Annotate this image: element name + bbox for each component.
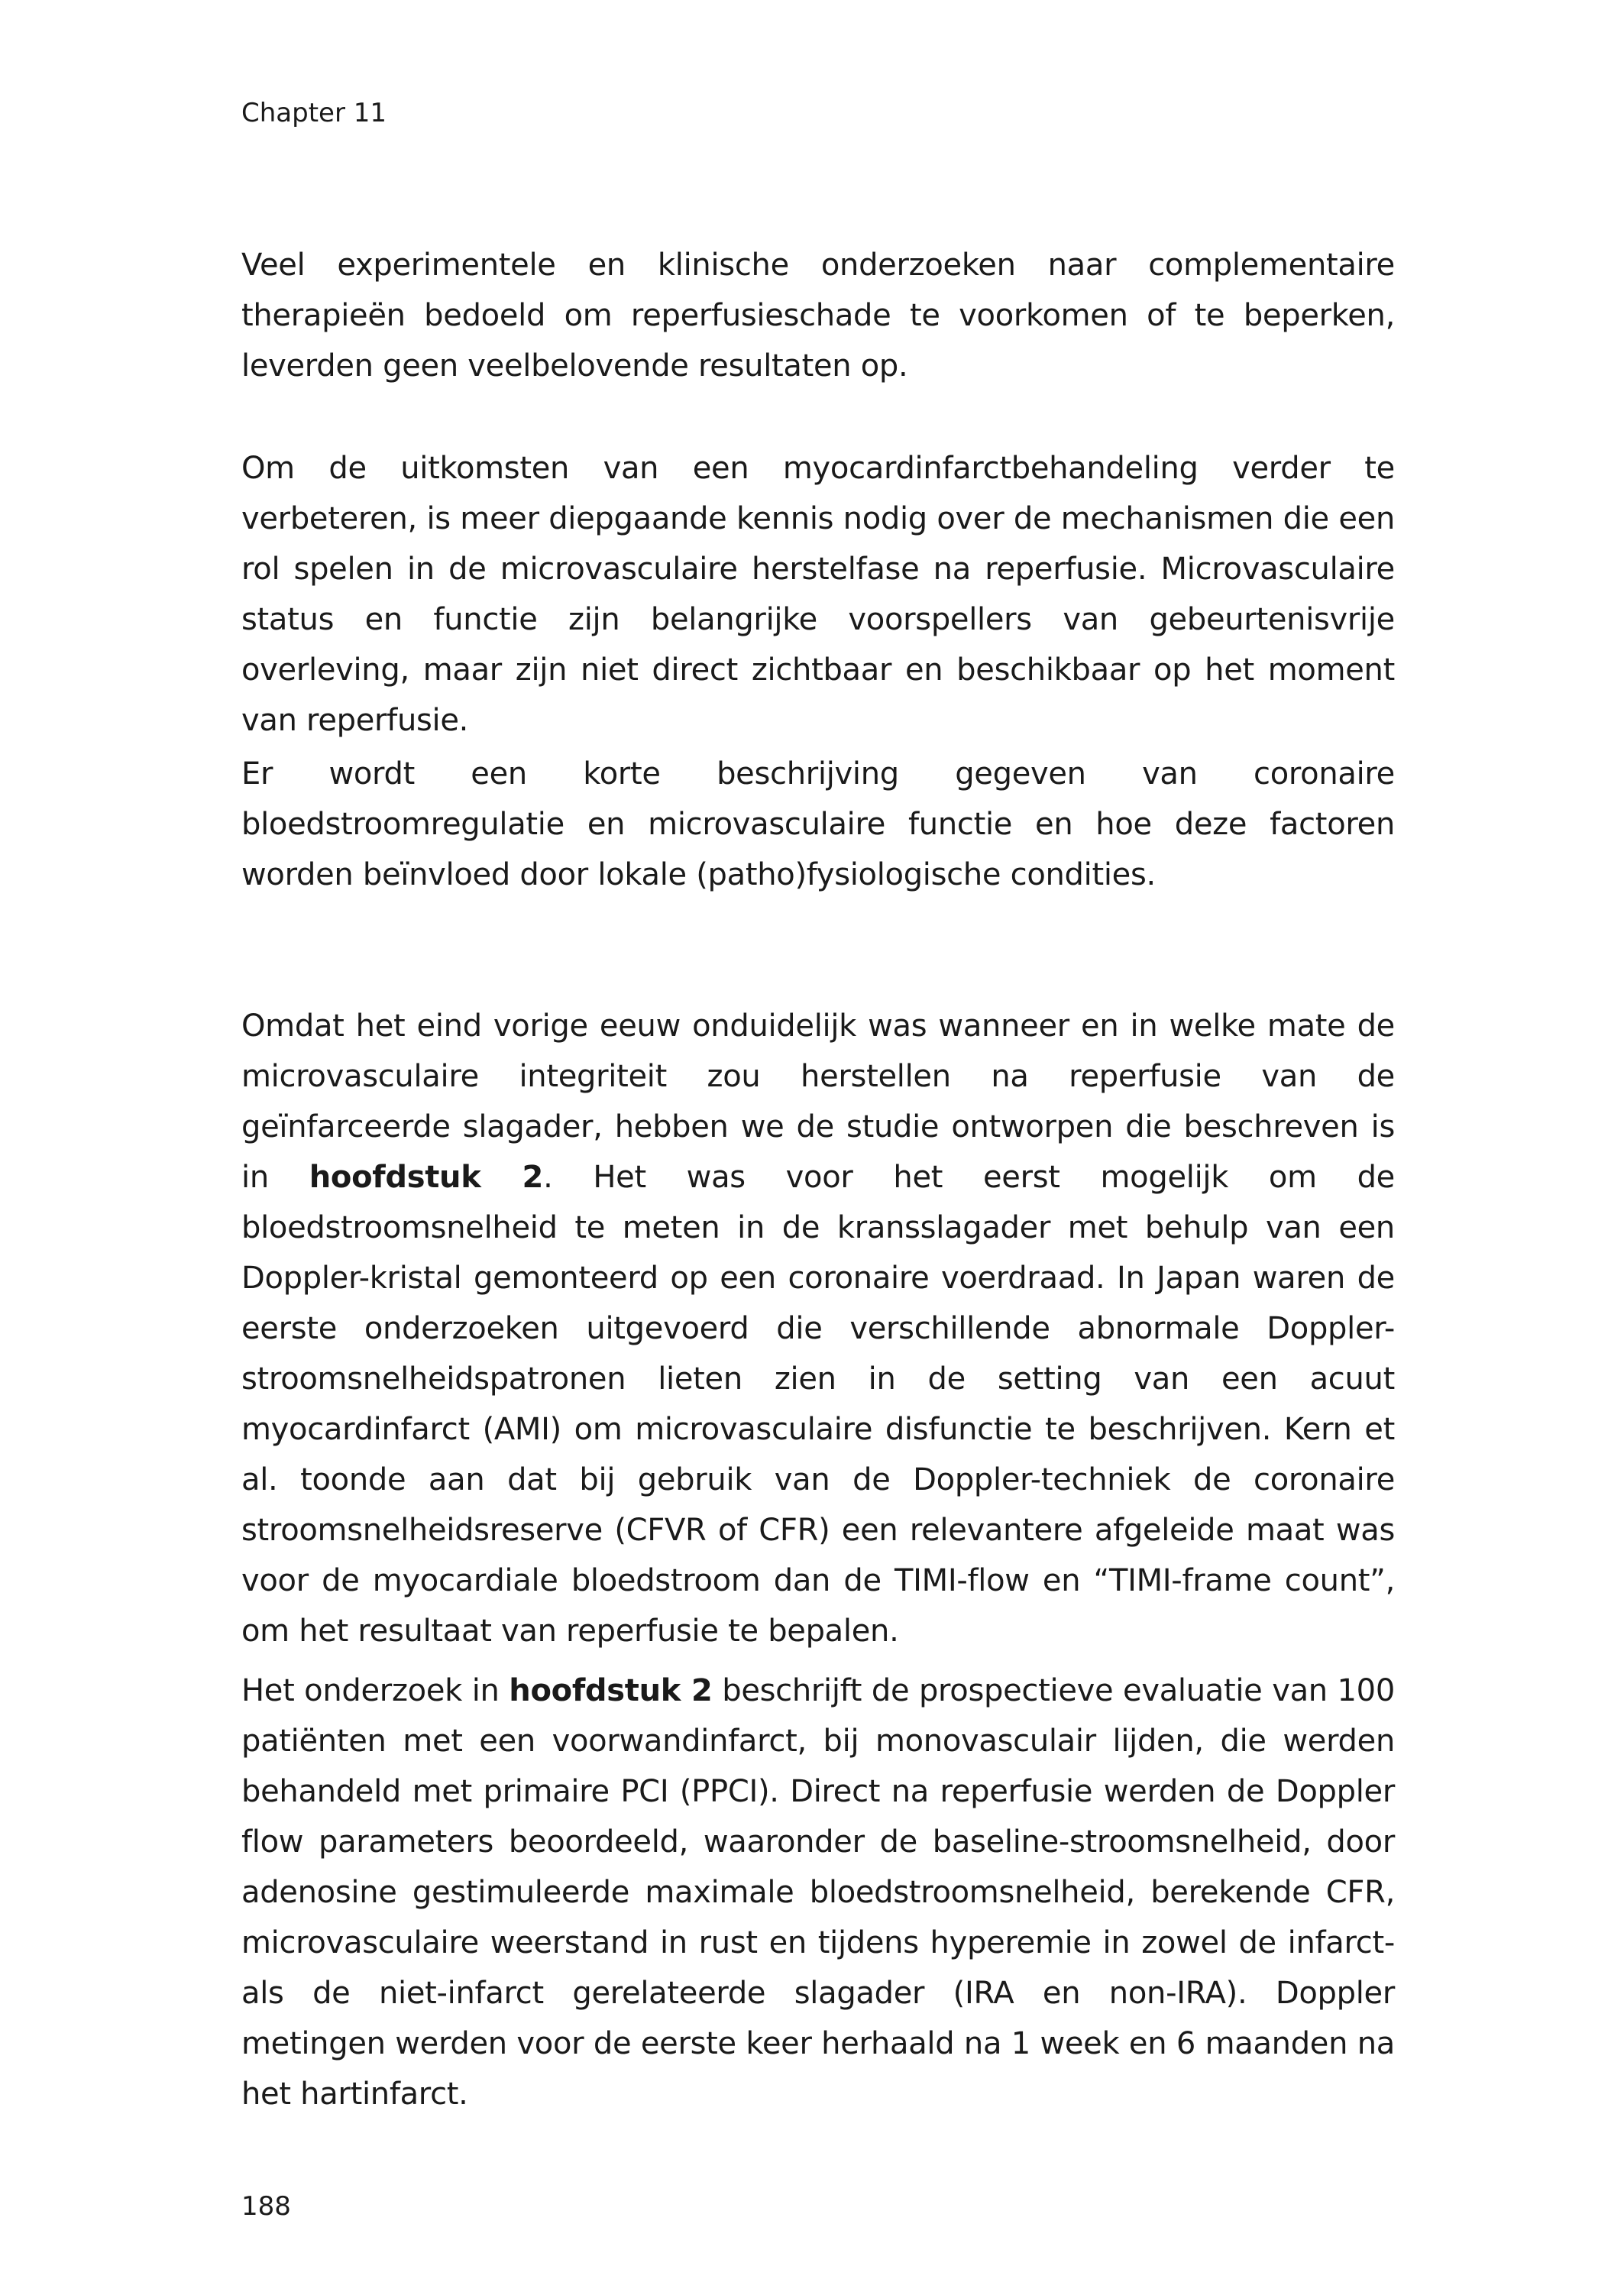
- paragraph-4: [241, 1001, 1395, 1656]
- paragraph-5: [241, 1666, 1395, 2119]
- paragraph-4-text-1: Omdat het eind vorige eeuw onduidelijk was wanneer en in welke mate de microvasculaire integriteit zou herstellen na reperfusie van de geïnfarceerde slagader, hebben we de studie ontworpen die beschreven is in: [241, 1008, 1395, 1195]
- paragraph-4-text-2: . Het was voor het eerst mogelijk om de bloedstroomsnelheid te meten in de kransslagader met behulp van een Doppler-kristal gemonteerd op een coronaire voerdraad. In Japan waren de eerste onderzoeken uitgevoerd die verschillende abnormale Doppler-stroomsnelheidspatronen lieten zien in de setting van een acuut myocardinfarct (AMI) om microvasculaire disfunctie te beschrijven. Kern et al. toonde aan dat bij gebruik van de Doppler-techniek de coronaire stroomsnelheidsreserve (CFVR of CFR) een relevantere afgeleide maat was voor de myocardiale bloedstroom dan de TIMI-flow en “TIMI-frame count”, om het resultaat van reperfusie te bepalen.: [241, 1160, 1395, 1649]
- paragraph-2: Om de uitkomsten van een myocardinfarctbehandeling verder te verbeteren, is meer diepgaande kennis nodig over de mechanismen die een rol spelen in de microvasculaire herstelfase na reperfusie. Microvasculaire status en functie zijn belangrijke voorspellers van gebeurtenisvrije overleving, maar zijn niet direct zichtbaar en beschikbaar op het moment van reperfusie.: [241, 451, 1395, 738]
- running-header: Chapter 11: [241, 98, 387, 128]
- paragraph-3: Er wordt een korte beschrijving gegeven van coronaire bloedstroomregulatie en microvasculaire functie en hoe deze factoren worden beïnvloed door lokale (patho)fysiologische condities.: [241, 756, 1395, 892]
- chapter-reference-bold: hoofdstuk 2: [309, 1160, 544, 1195]
- paragraph-1: Veel experimentele en klinische onderzoeken naar complementaire therapieën bedoeld om reperfusieschade te voorkomen of te beperken, leverden geen veelbelovende resultaten op.: [241, 248, 1395, 384]
- page-number: 188: [241, 2191, 291, 2222]
- paragraph-5-text-2: beschrijft de prospectieve evaluatie van 100 patiënten met een voorwandinfarct, bij monovasculair lijden, die werden behandeld met primaire PCI (PPCI). Direct na reperfusie werden de Doppler flow parameters beoordeeld, waaronder de baseline-stroomsnelheid, door adenosine gestimuleerde maximale bloedstroomsnelheid, berekende CFR, microvasculaire weerstand in rust en tijdens hyperemie in zowel de infarct-als de niet-infarct gerelateerde slagader (IRA en non-IRA). Doppler metingen werden voor de eerste keer herhaald na 1 week en 6 maanden na het hartinfarct.: [241, 1673, 1395, 2112]
- chapter-reference-bold: hoofdstuk 2: [509, 1673, 713, 1708]
- paragraph-5-text-1: Het onderzoek in: [241, 1673, 510, 1708]
